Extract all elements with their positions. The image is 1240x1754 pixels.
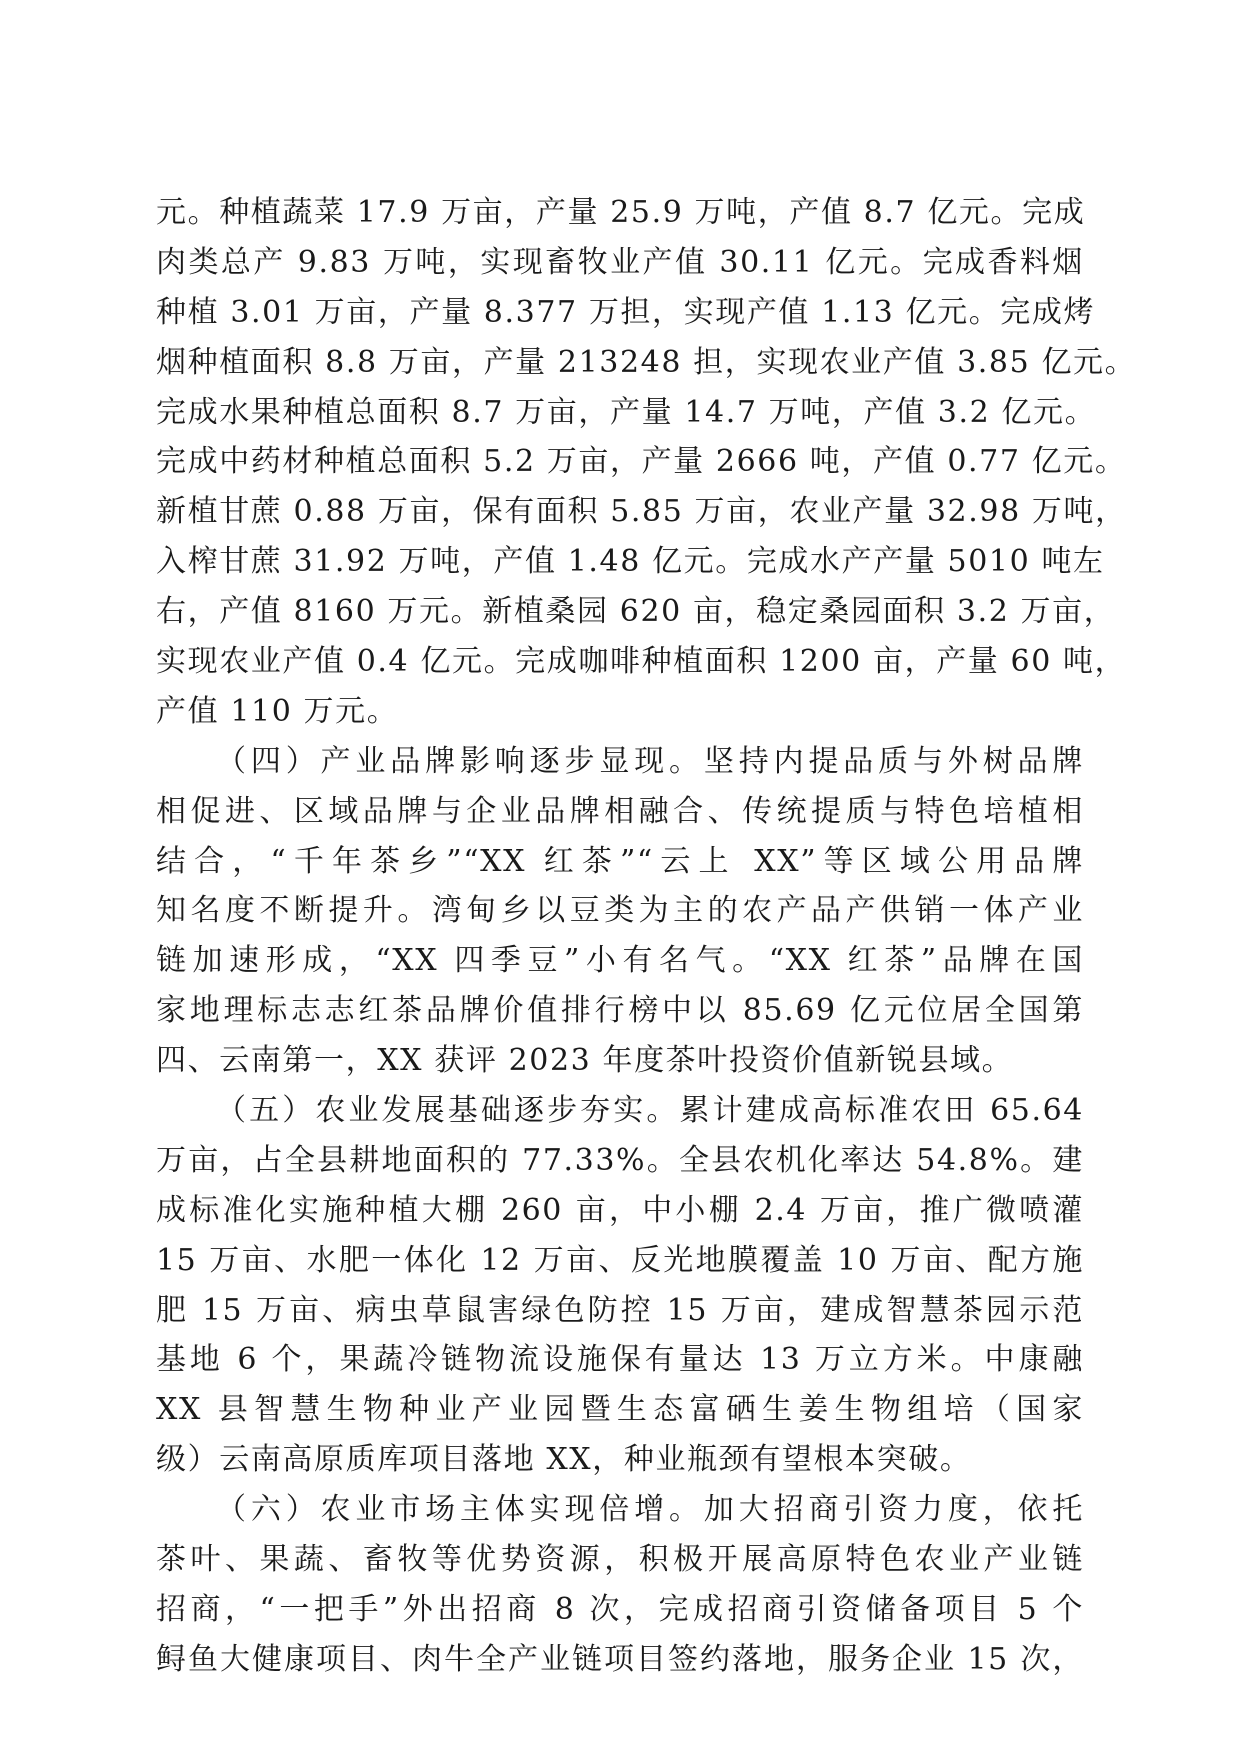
paragraph-market-entities — [156, 1485, 1084, 1685]
text-line: 元。种植蔬菜 17.9 万亩，产量 25.9 万吨，产值 8.7 亿元。完成 — [156, 195, 1086, 230]
text-line: 产值 110 万元。 — [156, 693, 399, 729]
section-heading-line: （四）产业品牌影响逐步显现。坚持内提品质与外树品牌 — [216, 743, 1084, 779]
text-line: 新植甘蔗 0.88 万亩，保有面积 5.85 万亩，农业产量 32.98 万吨， — [156, 494, 1127, 530]
text-line: 成标准化实施种植大棚 260 亩，中小棚 2.4 万亩，推广微喷灌 — [156, 1192, 1084, 1228]
text-line: 完成中药材种植总面积 5.2 万亩，产量 2666 吨，产值 0.77 亿元。 — [156, 444, 1127, 480]
text-line: 肉类总产 9.83 万吨，实现畜牧业产值 30.11 亿元。完成香料烟 — [156, 244, 1084, 280]
text-line: 入榨甘蔗 31.92 万吨，产值 1.48 亿元。完成水产产量 5010 吨左 — [156, 544, 1105, 580]
text-line: 家地理标志志红茶品牌价值排行榜中以 85.69 亿元位居全国第 — [156, 993, 1084, 1029]
text-line: 招商，“一把手”外出招商 8 次，完成招商引资储备项目 5 个 — [156, 1591, 1084, 1627]
paragraph-brand-influence — [156, 737, 1084, 1086]
paragraph-production-stats — [156, 188, 1137, 737]
text-line: 链加速形成，“XX 四季豆”小有名气。“XX 红茶”品牌在国 — [156, 943, 1084, 979]
text-line: 茶叶、果蔬、畜牧等优势资源，积极开展高原特色农业产业链 — [156, 1542, 1084, 1578]
text-line: 结合，“千年茶乡”“XX 红茶”“云上 XX”等区域公用品牌 — [156, 843, 1084, 879]
section-heading-line: （五）农业发展基础逐步夯实。累计建成高标准农田 65.64 — [216, 1093, 1084, 1129]
text-line: 级）云南高原质库项目落地 XX，种业瓶颈有望根本突破。 — [156, 1442, 972, 1478]
text-line: 肥 15 万亩、病虫草鼠害绿色防控 15 万亩，建成智慧茶园示范 — [156, 1292, 1084, 1328]
text-line: 右，产值 8160 万元。新植桑园 620 亩，稳定桑园面积 3.2 万亩， — [156, 594, 1116, 630]
text-line: 烟种植面积 8.8 万亩，产量 213248 担，实现农业产值 3.85 亿元。 — [156, 344, 1137, 380]
text-line: 15 万亩、水肥一体化 12 万亩、反光地膜覆盖 10 万亩、配方施 — [156, 1242, 1084, 1278]
text-line: 相促进、区域品牌与企业品牌相融合、传统提质与特色培植相 — [156, 793, 1084, 829]
text-line: 四、云南第一，XX 获评 2023 年度茶叶投资价值新锐县域。 — [156, 1043, 1014, 1079]
document-body — [156, 188, 1137, 1685]
text-line: 完成水果种植总面积 8.7 万亩，产量 14.7 万吨，产值 3.2 亿元。 — [156, 394, 1097, 430]
text-line: 基地 6 个，果蔬冷链物流设施保有量达 13 万立方米。中康融 — [156, 1342, 1084, 1378]
text-line: 种植 3.01 万亩，产量 8.377 万担，实现产值 1.13 亿元。完成烤 — [156, 294, 1096, 330]
text-line: 万亩，占全县耕地面积的 77.33%。全县农机化率达 54.8%。建 — [156, 1142, 1084, 1178]
text-line: XX 县智慧生物种业产业园暨生态富硒生姜生物组培（国家 — [156, 1392, 1084, 1428]
text-line: 实现农业产值 0.4 亿元。完成咖啡种植面积 1200 亩，产量 60 吨， — [156, 644, 1127, 680]
paragraph-agri-foundation — [156, 1086, 1084, 1485]
text-line: 知名度不断提升。湾甸乡以豆类为主的农产品产供销一体产业 — [156, 893, 1084, 929]
section-heading-line: （六）农业市场主体实现倍增。加大招商引资力度，依托 — [216, 1492, 1084, 1528]
text-line: 鲟鱼大健康项目、肉牛全产业链项目签约落地，服务企业 15 次， — [156, 1641, 1084, 1677]
